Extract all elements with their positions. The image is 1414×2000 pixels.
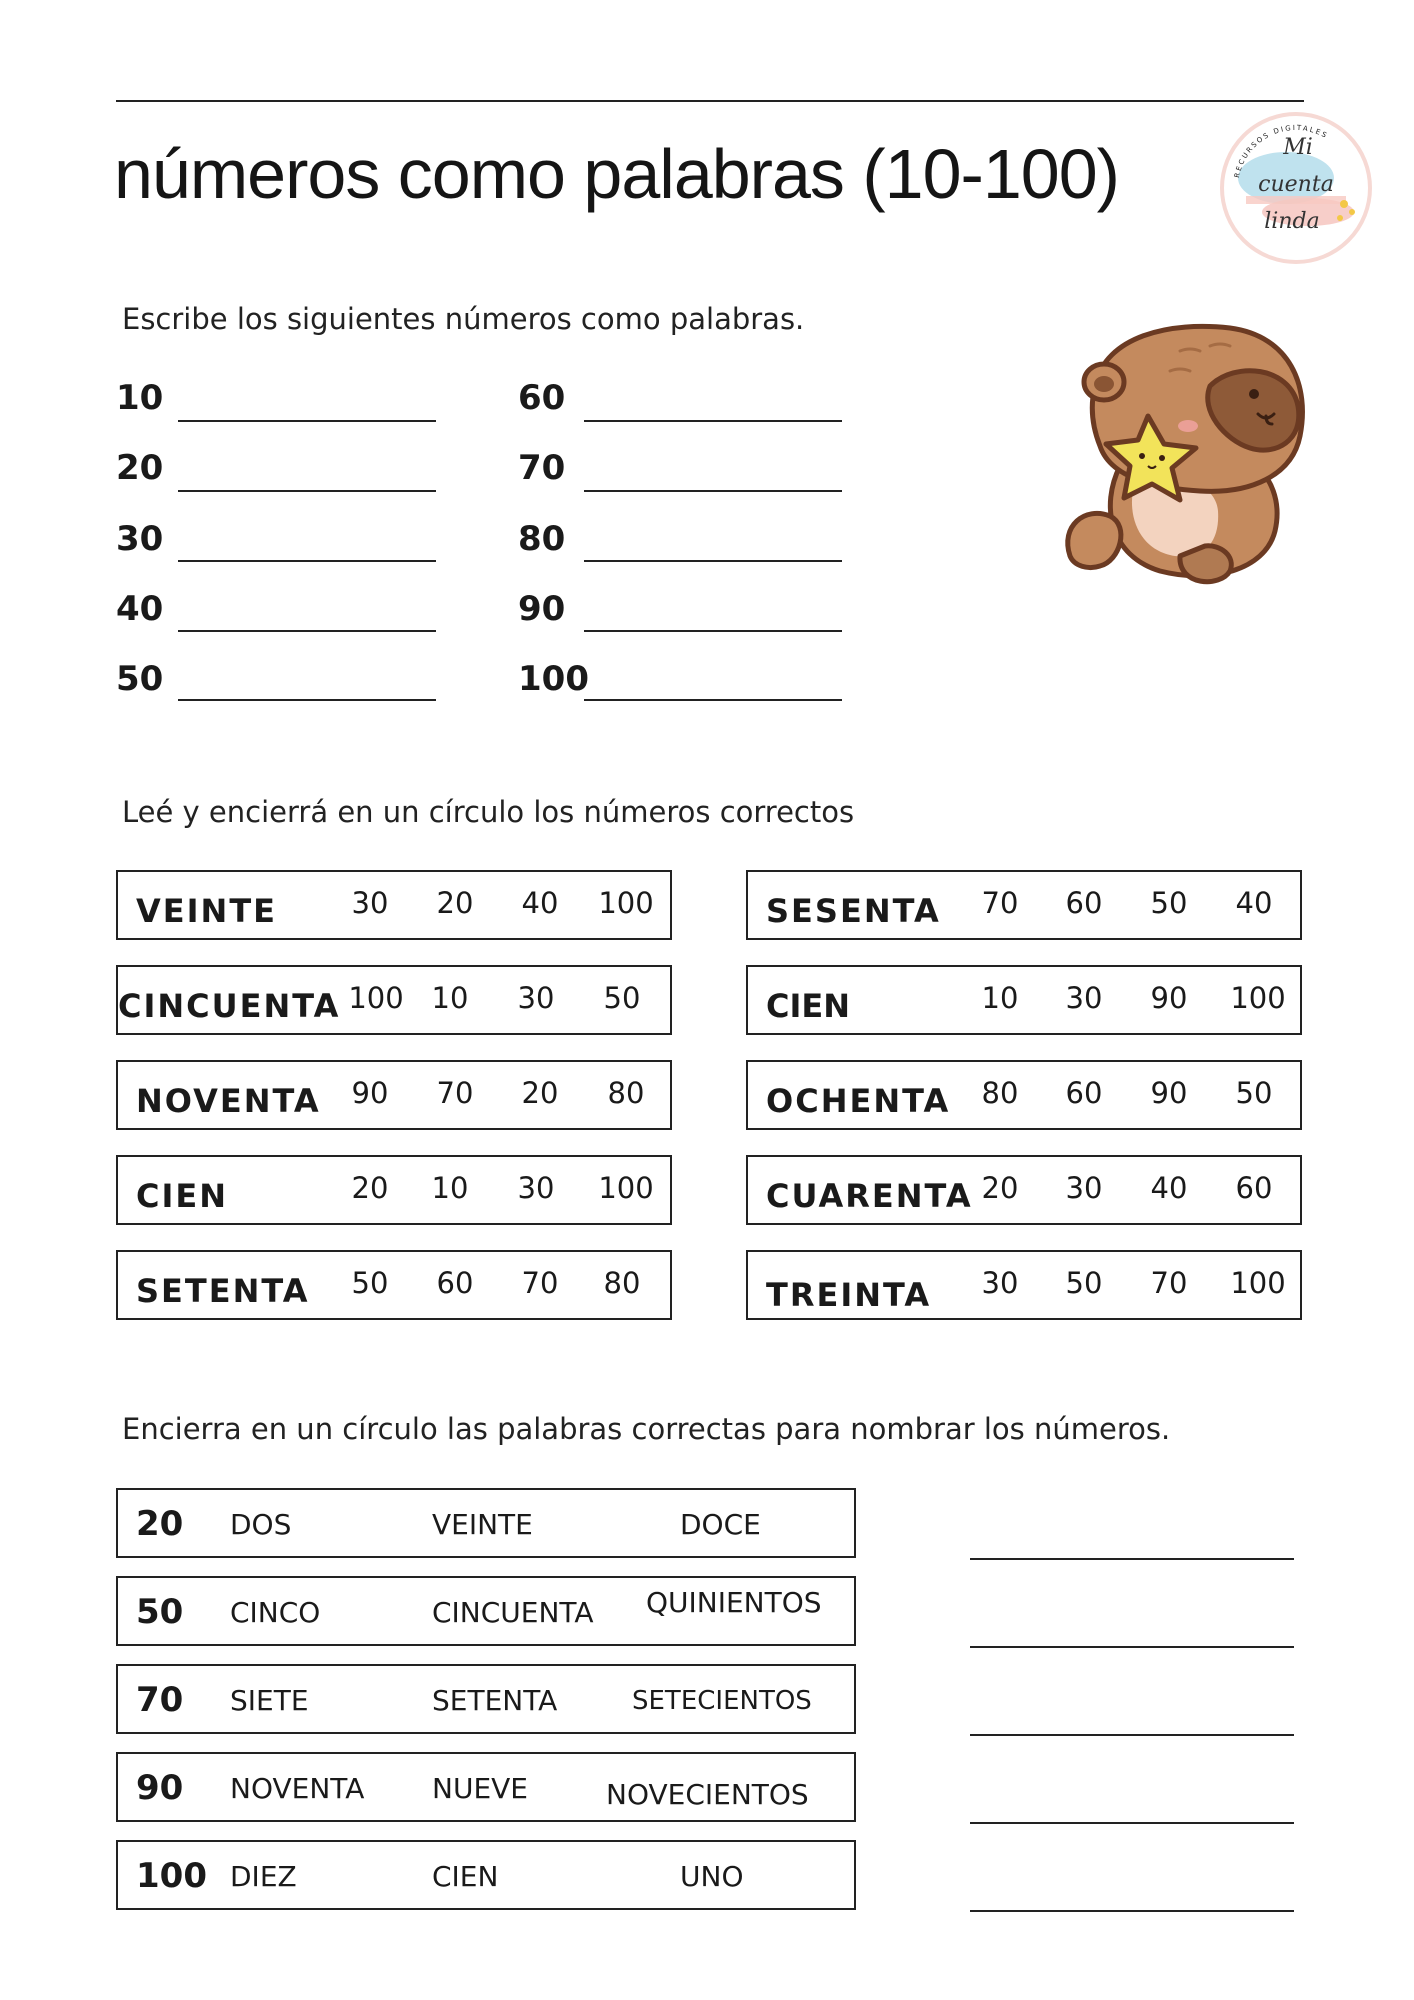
answer-line[interactable] <box>584 490 842 492</box>
word-number-row <box>746 1250 1302 1320</box>
number-option[interactable]: 30 <box>517 981 555 1015</box>
word-number-row <box>746 1060 1302 1130</box>
word-option[interactable]: NOVECIENTOS <box>606 1778 809 1811</box>
answer-line[interactable] <box>178 630 436 632</box>
number-option[interactable]: 10 <box>431 1171 469 1205</box>
number-word: OCHENTA <box>766 1082 951 1120</box>
number-word: NOVENTA <box>136 1082 321 1120</box>
number-option[interactable]: 20 <box>351 1171 389 1205</box>
number-option[interactable]: 40 <box>1235 886 1273 920</box>
number-option[interactable]: 20 <box>521 1076 559 1110</box>
number-word: TREINTA <box>766 1276 932 1314</box>
number-label: 20 <box>116 448 164 488</box>
number-option[interactable]: 100 <box>598 1171 654 1205</box>
instruction-circle-numbers: Leé y encierrá en un círculo los números correctos <box>122 795 855 829</box>
word-number-row <box>116 1155 672 1225</box>
number-option[interactable]: 20 <box>436 886 474 920</box>
instruction-circle-words: Encierra en un círculo las palabras correctas para nombrar los números. <box>122 1412 1171 1446</box>
number-label: 50 <box>116 659 164 699</box>
number-option[interactable]: 50 <box>1235 1076 1273 1110</box>
number-option[interactable]: 80 <box>603 1266 641 1300</box>
number-label: 60 <box>518 378 566 418</box>
number-word: CUARENTA <box>766 1177 973 1215</box>
word-option[interactable]: CINCO <box>230 1596 321 1629</box>
instruction-write-words: Escribe los siguientes números como palabras. <box>122 302 805 336</box>
word-option[interactable]: QUINIENTOS <box>646 1586 822 1619</box>
answer-line[interactable] <box>178 560 436 562</box>
number-option[interactable]: 100 <box>598 886 654 920</box>
number-word-row <box>116 1664 856 1734</box>
top-rule <box>116 100 1304 102</box>
page-title: números como palabras (10-100) <box>114 135 1119 213</box>
number-label: 10 <box>116 378 164 418</box>
word-number-row <box>746 965 1302 1035</box>
number-label: 40 <box>116 589 164 629</box>
word-option[interactable]: NOVENTA <box>230 1772 365 1805</box>
number-word: SESENTA <box>766 892 941 930</box>
number-label: 80 <box>518 519 566 559</box>
number-option[interactable]: 70 <box>1150 1266 1188 1300</box>
answer-line[interactable] <box>584 420 842 422</box>
word-option[interactable]: SETECIENTOS <box>632 1686 812 1716</box>
number-option[interactable]: 50 <box>603 981 641 1015</box>
number-option[interactable]: 30 <box>351 886 389 920</box>
capybara-illustration <box>1060 316 1310 586</box>
number-option[interactable]: 30 <box>981 1266 1019 1300</box>
word-number-row <box>116 965 672 1035</box>
answer-line[interactable] <box>970 1734 1294 1736</box>
word-option[interactable]: DOS <box>230 1508 292 1541</box>
number-word: VEINTE <box>136 892 277 930</box>
number-option[interactable]: 30 <box>1065 981 1103 1015</box>
word-number-row <box>116 870 672 940</box>
row-number: 90 <box>136 1768 184 1808</box>
logo-text-cuenta: cuenta <box>1258 172 1334 197</box>
brand-logo <box>1216 108 1376 268</box>
number-option[interactable]: 60 <box>436 1266 474 1300</box>
number-option[interactable]: 20 <box>981 1171 1019 1205</box>
number-option[interactable]: 60 <box>1235 1171 1273 1205</box>
word-option[interactable]: UNO <box>680 1860 744 1893</box>
number-label: 90 <box>518 589 566 629</box>
number-option[interactable]: 70 <box>521 1266 559 1300</box>
number-option[interactable]: 70 <box>436 1076 474 1110</box>
number-option[interactable]: 10 <box>431 981 469 1015</box>
number-option[interactable]: 30 <box>1065 1171 1103 1205</box>
word-option[interactable]: NUEVE <box>432 1772 528 1805</box>
number-option[interactable]: 70 <box>981 886 1019 920</box>
answer-line[interactable] <box>178 490 436 492</box>
word-number-row <box>746 870 1302 940</box>
number-option[interactable]: 50 <box>351 1266 389 1300</box>
row-number: 100 <box>136 1856 207 1896</box>
row-number: 20 <box>136 1504 184 1544</box>
number-option[interactable]: 50 <box>1065 1266 1103 1300</box>
answer-line[interactable] <box>970 1646 1294 1648</box>
word-option[interactable]: VEINTE <box>432 1508 533 1541</box>
word-number-row <box>116 1060 672 1130</box>
answer-line[interactable] <box>970 1910 1294 1912</box>
number-word: CIEN <box>136 1177 229 1215</box>
answer-line[interactable] <box>970 1822 1294 1824</box>
number-option[interactable]: 100 <box>1230 1266 1286 1300</box>
number-label: 30 <box>116 519 164 559</box>
number-word-row <box>116 1752 856 1822</box>
number-option[interactable]: 80 <box>981 1076 1019 1110</box>
answer-line[interactable] <box>584 630 842 632</box>
number-option[interactable]: 60 <box>1065 1076 1103 1110</box>
logo-text-mi: Mi <box>1283 135 1313 160</box>
number-label: 70 <box>518 448 566 488</box>
number-label: 100 <box>518 659 589 699</box>
answer-line[interactable] <box>970 1558 1294 1560</box>
number-word-row <box>116 1576 856 1646</box>
answer-line[interactable] <box>584 560 842 562</box>
number-option[interactable]: 90 <box>1150 1076 1188 1110</box>
answer-line[interactable] <box>584 699 842 701</box>
word-option[interactable]: DIEZ <box>230 1860 297 1893</box>
word-option[interactable]: SIETE <box>230 1684 309 1717</box>
logo-ring-text: RECURSOS DIGITALES <box>1232 123 1330 179</box>
number-option[interactable]: 80 <box>607 1076 645 1110</box>
word-option[interactable]: DOCE <box>680 1508 761 1541</box>
number-option[interactable]: 40 <box>521 886 559 920</box>
word-option[interactable]: CIEN <box>432 1860 499 1893</box>
word-number-row <box>116 1250 672 1320</box>
number-option[interactable]: 50 <box>1150 886 1188 920</box>
number-word-row <box>116 1840 856 1910</box>
number-word: CINCUENTA <box>118 987 341 1025</box>
logo-text-linda: linda <box>1264 209 1320 234</box>
word-option[interactable]: SETENTA <box>432 1684 558 1717</box>
row-number: 50 <box>136 1592 184 1632</box>
row-number: 70 <box>136 1680 184 1720</box>
number-option[interactable]: 60 <box>1065 886 1103 920</box>
word-option[interactable]: CINCUENTA <box>432 1596 594 1629</box>
number-word: SETENTA <box>136 1272 310 1310</box>
number-option[interactable]: 10 <box>981 981 1019 1015</box>
number-option[interactable]: 90 <box>1150 981 1188 1015</box>
number-word-row <box>116 1488 856 1558</box>
number-option[interactable]: 40 <box>1150 1171 1188 1205</box>
number-option[interactable]: 100 <box>1230 981 1286 1015</box>
answer-line[interactable] <box>178 420 436 422</box>
number-word: CIEN <box>766 987 851 1025</box>
number-option[interactable]: 30 <box>517 1171 555 1205</box>
number-option[interactable]: 100 <box>348 981 404 1015</box>
word-number-row <box>746 1155 1302 1225</box>
number-option[interactable]: 90 <box>351 1076 389 1110</box>
answer-line[interactable] <box>178 699 436 701</box>
